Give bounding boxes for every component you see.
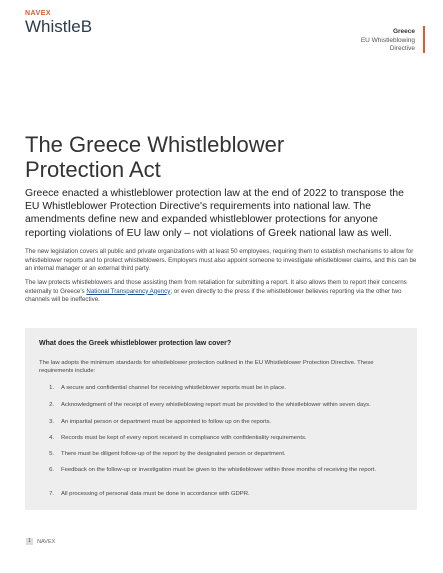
page-title [25, 132, 325, 182]
requirement-number: 7. [49, 491, 54, 497]
national-transparency-agency-link[interactable]: National Transparency Agency [86, 287, 171, 295]
page-title-line2: Protection Act [25, 157, 161, 182]
intro-paragraph: Greece enacted a whistleblower protection law at the end of 2022 to transpose the EU Whistleblower Protection Directive's requirements into national law. The amendments define new and expanded whistleblower protections for anyone reporting violations of EU law only – not violations of Greek national law as well. [25, 188, 404, 239]
paragraph-2-text-start: The law protects whistleblowers and those assisting them from retaliation for submitting a report. It also allows them to report their concerns externally to Greece's [25, 279, 407, 295]
requirement-text: Records must be kept of every report received in compliance with confidentiality requirements. [61, 435, 307, 441]
whistleb-logo [25, 10, 92, 36]
footer-brand: NAVEX [37, 538, 56, 545]
logo-brand-small: NAVEX [25, 10, 52, 17]
requirements-box-title: What does the Greek whistleblower protection law cover? [39, 340, 232, 347]
requirements-box [25, 328, 417, 510]
requirement-number: 2. [49, 402, 54, 408]
paragraph-2-text-end: ; or even directly to the press if the whistleblower believes reporting via the other two channels will be ineffective. [25, 287, 402, 304]
body-paragraph-2 [25, 279, 420, 305]
header-topic-line1: EU Whistleblowing [360, 36, 415, 44]
requirement-text: Feedback on the follow-up or investigation must be given to the whistleblower within three months of receiving the report. [61, 467, 376, 473]
requirement-text: Acknowledgment of the receipt of every whistleblowing report must be provided to the whistleblower within seven days. [61, 402, 371, 408]
requirement-text: An impartial person or department must be appointed to follow up on the reports. [61, 419, 272, 425]
header-topic-line2: Directive [389, 45, 415, 52]
header-country: Greece [392, 28, 415, 35]
page-title-line1: The Greece Whistleblower [25, 132, 285, 157]
requirement-number: 4. [49, 435, 54, 441]
body-paragraph-1: The new legislation covers all public and private organizations with at least 50 employees, requiring them to establish mechanisms to allow for whistleblower reports and to protect whistleblowers. Employers must also appoint someone to investigate whistleblower claims, and this can be an internal manager or an external third party. [25, 248, 417, 273]
logo-brand-main: WhistleB [25, 17, 93, 36]
page-footer [26, 538, 55, 545]
header-section-label [361, 28, 415, 54]
requirement-text: There must be diligent follow-up of the report by the designated person or department. [61, 451, 286, 457]
requirement-number: 6. [49, 467, 54, 473]
requirement-number: 5. [49, 451, 54, 457]
header-accent-bar [423, 26, 425, 53]
requirement-number: 3. [49, 419, 54, 425]
requirement-number: 1. [49, 385, 54, 391]
requirement-text: All processing of personal data must be done in accordance with GDPR. [61, 491, 250, 497]
requirements-box-intro: The law adopts the minimum standards for whistleblower protection outlined in the EU Whistleblower Protection Directive. These requirements include: [39, 360, 374, 375]
page-number: 1 [28, 538, 32, 544]
requirement-text: A secure and confidential channel for receiving whistleblower reports must be in place. [61, 385, 286, 391]
